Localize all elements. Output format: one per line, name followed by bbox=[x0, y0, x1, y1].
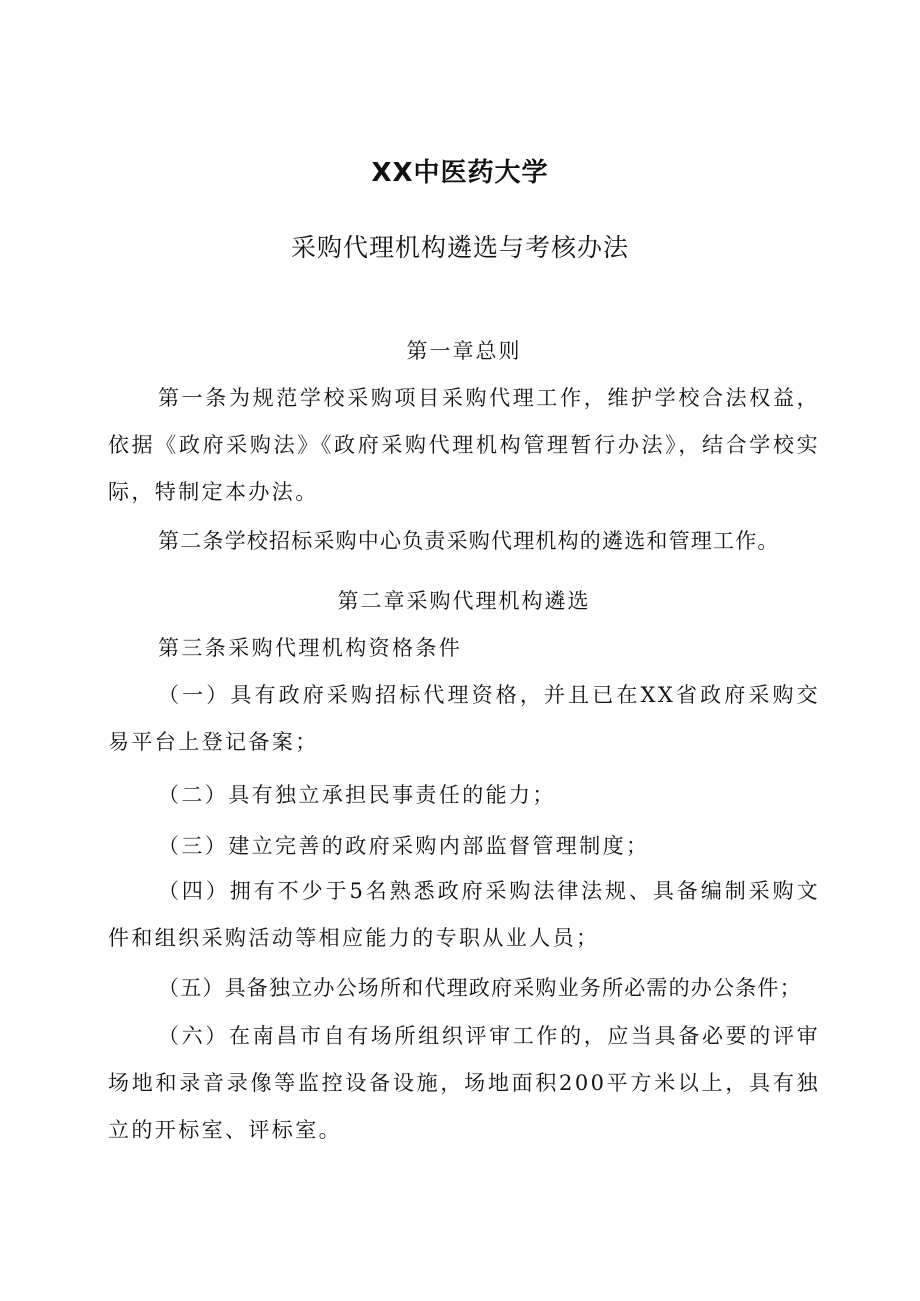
document-subtitle: 采购代理机构遴选与考核办法 bbox=[290, 233, 629, 262]
chapter-heading: 第二章采购代理机构遴选 bbox=[337, 589, 591, 613]
article-paragraph: 第一条为规范学校采购项目采购代理工作，维护学校合法权益，依据《政府采购法》《政府采购代理机构管理暂行办法》，结合学校实际，特制定本办法。 bbox=[108, 386, 820, 504]
list-item-paragraph: （四）拥有不少于5名熟悉政府采购法律法规、具备编制采购文件和组织采购活动等相应能力的专职从业人员； bbox=[108, 879, 820, 950]
list-item-paragraph: （一）具有政府采购招标代理资格，并且已在XX省政府采购交易平台上登记备案； bbox=[108, 683, 820, 754]
article-paragraph: 第三条采购代理机构资格条件 bbox=[158, 636, 463, 660]
list-item-paragraph: （三）建立完善的政府采购内部监督管理制度； bbox=[158, 834, 650, 858]
list-item-paragraph: （六）在南昌市自有场所组织评审工作的，应当具备必要的评审场地和录音录像等监控设备设施，场地面积200平方米以上，具有独立的开标室、评标室。 bbox=[108, 1024, 820, 1142]
list-item-paragraph: （五）具备独立办公场所和代理政府采购业务所必需的办公条件； bbox=[158, 976, 802, 1000]
list-item-paragraph: （二）具有独立承担民事责任的能力； bbox=[158, 783, 556, 807]
document-title: XX中医药大学 bbox=[371, 158, 549, 188]
chapter-heading: 第一章总则 bbox=[406, 339, 522, 363]
article-paragraph: 第二条学校招标采购中心负责采购代理机构的遴选和管理工作。 bbox=[158, 529, 780, 553]
